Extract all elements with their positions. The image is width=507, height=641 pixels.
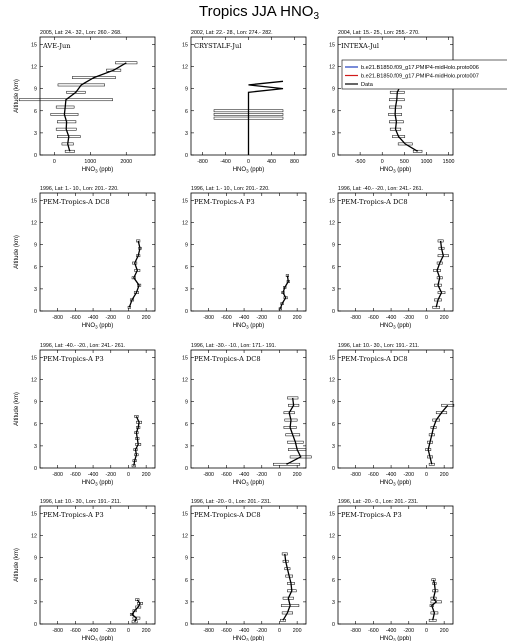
x-tick-label: -600: [368, 315, 379, 321]
x-tick-label: 200: [292, 315, 302, 321]
campaign-label: AVE-Jun: [43, 42, 71, 50]
x-tick-label: 500: [399, 159, 409, 165]
campaign-label: PEM-Tropics-A P3: [341, 511, 402, 519]
x-axis-label: $HNO_3$ (ppb): [232, 167, 265, 174]
panel-11: [182, 499, 306, 641]
x-tick-label: 0: [424, 628, 428, 634]
x-tick-label: 200: [439, 315, 449, 321]
x-tick-label: -800: [197, 159, 208, 165]
data-line: [129, 241, 140, 307]
y-tick-label: 15: [182, 511, 188, 518]
x-tick-label: -200: [105, 315, 117, 321]
x-tick-label: -600: [221, 628, 232, 634]
y-tick-label: 0: [185, 153, 188, 159]
x-tick-label: 1000: [84, 159, 97, 165]
panel-header: 1996, Lat: 10.- 30., Lon: 191.- 211.: [338, 343, 420, 349]
data-line: [64, 63, 126, 152]
y-tick-label: 3: [185, 130, 188, 137]
y-tick-label: 6: [332, 421, 335, 428]
campaign-label: PEM-Tropics-A P3: [43, 355, 104, 363]
y-tick-label: 9: [185, 555, 188, 562]
y-tick-label: 0: [332, 309, 335, 315]
data-line: [132, 600, 140, 622]
y-tick-label: 0: [34, 153, 37, 159]
figure-title: Tropics JJA $HNO_3$: [198, 3, 320, 22]
x-tick-label: -200: [403, 472, 415, 478]
y-tick-label: 6: [332, 577, 335, 584]
panel-2: [182, 30, 306, 174]
y-tick-label: 15: [182, 355, 188, 362]
legend-label: Data: [361, 82, 373, 88]
y-tick-label: 9: [34, 86, 37, 93]
y-axis-label: Altitude (km): [14, 392, 20, 426]
x-tick-label: 0: [52, 159, 56, 165]
y-tick-label: 3: [185, 443, 188, 450]
x-tick-label: -400: [87, 628, 99, 634]
plot-frame: [338, 350, 453, 468]
x-axis-label: $HNO_3$ (ppb): [81, 480, 114, 487]
y-tick-label: 9: [185, 242, 188, 249]
campaign-label: PEM-Tropics-A P3: [194, 198, 255, 206]
y-tick-label: 3: [332, 599, 335, 606]
panel-9: [329, 343, 454, 487]
y-tick-label: 12: [182, 533, 188, 540]
x-tick-label: -400: [238, 628, 250, 634]
panel-5: [182, 186, 306, 330]
data-line: [134, 416, 139, 465]
plot-frame: [40, 506, 155, 624]
y-tick-label: 3: [185, 286, 188, 293]
data-line: [436, 241, 443, 307]
y-tick-label: 9: [332, 555, 335, 562]
x-tick-label: -200: [105, 472, 117, 478]
x-tick-label: -400: [220, 159, 231, 165]
data-line: [395, 85, 418, 151]
x-tick-label: 0: [126, 628, 130, 634]
y-tick-label: 6: [34, 108, 37, 115]
x-tick-label: -800: [203, 315, 214, 321]
y-tick-label: 15: [31, 198, 37, 205]
panel-4: [14, 186, 155, 330]
y-tick-label: 9: [332, 242, 335, 249]
panel-header: 2005, Lat: 24.- 32., Lon: 260.- 268.: [40, 30, 122, 36]
plot-frame: [338, 37, 453, 155]
y-tick-label: 9: [185, 399, 188, 406]
campaign-label: PEM-Tropics-A DC8: [43, 198, 110, 206]
x-tick-label: 0: [126, 472, 130, 478]
x-tick-label: -400: [385, 472, 397, 478]
panel-header: 1996, Lat: -30.- -10., Lon: 171.- 191.: [191, 343, 277, 349]
legend-label: b.e21.B1850.f09_g17.PMIP4-midHolo.proto006: [361, 65, 479, 71]
y-tick-label: 3: [332, 286, 335, 293]
x-tick-label: 0: [424, 315, 428, 321]
x-tick-label: -800: [52, 628, 63, 634]
y-tick-label: 6: [185, 108, 188, 115]
y-axis-label: Altitude (km): [14, 548, 20, 582]
y-tick-label: 0: [332, 466, 335, 472]
x-tick-label: 1500: [442, 159, 455, 165]
x-tick-label: -800: [203, 472, 214, 478]
campaign-label: PEM-Tropics-A DC8: [341, 355, 408, 363]
y-tick-label: 12: [31, 377, 37, 384]
y-tick-label: 12: [182, 64, 188, 71]
panel-header: 1996, Lat: -40.- -20., Lon: 241.- 261.: [338, 186, 424, 192]
x-axis-label: $HNO_3$ (ppb): [379, 323, 412, 330]
x-tick-label: -200: [105, 628, 117, 634]
y-tick-label: 12: [31, 220, 37, 227]
y-tick-label: 6: [332, 264, 335, 271]
y-tick-label: 0: [34, 309, 37, 315]
panel-header: 2004, Lat: 15.- 25., Lon: 255.- 270.: [338, 30, 420, 36]
plot-frame: [40, 193, 155, 311]
y-tick-label: 3: [34, 599, 37, 606]
panel-1: [14, 30, 155, 174]
x-tick-label: -800: [350, 628, 361, 634]
y-tick-label: 15: [329, 511, 335, 518]
x-tick-label: 400: [267, 159, 276, 165]
x-tick-label: -800: [52, 315, 63, 321]
y-tick-label: 12: [182, 377, 188, 384]
y-tick-label: 6: [34, 264, 37, 271]
y-tick-label: 0: [332, 153, 335, 159]
x-tick-label: -400: [238, 472, 250, 478]
error-bar: [413, 150, 422, 152]
y-tick-label: 9: [185, 86, 188, 93]
x-tick-label: 1000: [420, 159, 433, 165]
y-tick-label: 15: [31, 511, 37, 518]
y-tick-label: 3: [185, 599, 188, 606]
data-line: [249, 81, 284, 155]
x-axis-label: $HNO_3$ (ppb): [232, 323, 265, 330]
x-axis-label: $HNO_3$ (ppb): [379, 480, 412, 487]
y-tick-label: 6: [34, 421, 37, 428]
y-tick-label: 12: [31, 533, 37, 540]
panel-8: [182, 343, 311, 487]
plot-frame: [191, 193, 306, 311]
y-tick-label: 9: [34, 555, 37, 562]
y-tick-label: 12: [31, 64, 37, 71]
x-tick-label: -200: [256, 472, 268, 478]
x-tick-label: -800: [52, 472, 63, 478]
y-tick-label: 3: [34, 443, 37, 450]
campaign-label: INTEXA-Jul: [341, 42, 380, 50]
x-axis-label: $HNO_3$ (ppb): [81, 636, 114, 641]
panel-header: 1996, Lat: 10.- 30., Lon: 191.- 211.: [40, 499, 122, 505]
x-tick-label: 0: [247, 159, 250, 165]
y-tick-label: 9: [332, 399, 335, 406]
x-tick-label: 200: [292, 628, 302, 634]
y-tick-label: 3: [34, 130, 37, 137]
y-tick-label: 3: [332, 443, 335, 450]
x-tick-label: -600: [70, 315, 81, 321]
y-tick-label: 15: [329, 198, 335, 205]
plot-frame: [338, 193, 453, 311]
x-tick-label: 200: [141, 315, 151, 321]
y-tick-label: 0: [34, 622, 37, 628]
y-tick-label: 6: [332, 108, 335, 115]
x-tick-label: -600: [70, 472, 81, 478]
x-tick-label: 2000: [120, 159, 133, 165]
y-tick-label: 6: [185, 577, 188, 584]
x-axis-label: $HNO_3$ (ppb): [81, 167, 114, 174]
y-axis-label: Altitude (km): [14, 235, 20, 269]
panel-3: [329, 30, 507, 174]
y-tick-label: 9: [34, 242, 37, 249]
x-tick-label: -400: [87, 472, 99, 478]
x-tick-label: 200: [292, 472, 302, 478]
y-tick-label: 15: [329, 42, 335, 49]
x-axis-label: $HNO_3$ (ppb): [81, 323, 114, 330]
x-tick-label: 0: [126, 315, 130, 321]
x-tick-label: -500: [354, 159, 366, 165]
y-tick-label: 6: [34, 577, 37, 584]
x-axis-label: $HNO_3$ (ppb): [232, 636, 265, 641]
panel-7: [14, 343, 155, 487]
y-tick-label: 12: [329, 533, 335, 540]
y-tick-label: 6: [185, 421, 188, 428]
x-tick-label: 0: [380, 159, 384, 165]
panel-header: 2002, Lat: 22.- 28., Lon: 274.- 282.: [191, 30, 273, 36]
y-axis-label: Altitude (km): [14, 79, 20, 113]
plot-frame: [191, 506, 306, 624]
plot-frame: [191, 350, 306, 468]
x-tick-label: 200: [439, 472, 449, 478]
y-tick-label: 12: [182, 220, 188, 227]
y-tick-label: 3: [332, 130, 335, 137]
x-tick-label: 200: [439, 628, 449, 634]
y-tick-label: 0: [34, 466, 37, 472]
y-tick-label: 15: [329, 355, 335, 362]
campaign-label: PEM-Tropics-A P3: [43, 511, 104, 519]
x-tick-label: -400: [385, 315, 397, 321]
data-line: [287, 398, 301, 464]
campaign-label: PEM-Tropics-A DC8: [194, 511, 261, 519]
y-tick-label: 9: [332, 86, 335, 93]
legend-label: b.e21.B1850.f09_g17.PMIP4-midHolo.proto007: [361, 73, 479, 80]
y-tick-label: 3: [34, 286, 37, 293]
y-tick-label: 9: [34, 399, 37, 406]
legend: [342, 60, 507, 89]
x-axis-label: $HNO_3$ (ppb): [232, 480, 265, 487]
panel-12: [329, 499, 453, 641]
x-tick-label: -200: [256, 628, 268, 634]
y-tick-label: 15: [182, 42, 188, 49]
plot-frame: [338, 506, 453, 624]
x-tick-label: -600: [221, 472, 232, 478]
campaign-label: CRYSTALF-Jul: [194, 42, 242, 50]
x-tick-label: 0: [424, 472, 428, 478]
y-tick-label: 12: [329, 377, 335, 384]
panel-10: [14, 499, 155, 641]
panel-header: 1996, Lat: 1.- 10., Lon: 201.- 220.: [40, 186, 119, 192]
x-tick-label: -200: [256, 315, 268, 321]
y-tick-label: 15: [182, 198, 188, 205]
campaign-label: PEM-Tropics-A DC8: [194, 355, 261, 363]
x-axis-label: $HNO_3$ (ppb): [379, 636, 412, 641]
panel-grid: [14, 30, 507, 641]
plot-frame: [40, 350, 155, 468]
x-tick-label: -400: [238, 315, 250, 321]
y-tick-label: 0: [332, 622, 335, 628]
x-tick-label: -800: [350, 315, 361, 321]
x-tick-label: -200: [403, 628, 415, 634]
x-tick-label: -600: [221, 315, 232, 321]
y-tick-label: 15: [31, 42, 37, 49]
panel-6: [329, 186, 453, 330]
y-tick-label: 0: [185, 309, 188, 315]
panel-header: 1996, Lat: -20.- 0., Lon: 201.- 231.: [191, 499, 272, 505]
data-line: [428, 405, 448, 464]
x-tick-label: 0: [277, 315, 281, 321]
y-tick-label: 12: [329, 220, 335, 227]
y-tick-label: 0: [185, 622, 188, 628]
x-tick-label: -800: [350, 472, 361, 478]
y-tick-label: 15: [31, 355, 37, 362]
data-line: [283, 554, 292, 620]
panel-header: 1996, Lat: -40.- -20., Lon: 241.- 261.: [40, 343, 126, 349]
x-tick-label: -600: [368, 472, 379, 478]
x-tick-label: -600: [368, 628, 379, 634]
x-tick-label: -800: [203, 628, 214, 634]
x-tick-label: -200: [403, 315, 415, 321]
x-tick-label: 200: [141, 472, 151, 478]
x-tick-label: -600: [70, 628, 81, 634]
panel-header: 1996, Lat: -20.- 0., Lon: 201.- 231.: [338, 499, 419, 505]
x-tick-label: 0: [277, 472, 281, 478]
x-tick-label: -400: [87, 315, 99, 321]
x-tick-label: 200: [141, 628, 151, 634]
y-tick-label: 12: [329, 64, 335, 71]
x-tick-label: -400: [385, 628, 397, 634]
x-axis-label: $HNO_3$ (ppb): [379, 167, 412, 174]
campaign-label: PEM-Tropics-A DC8: [341, 198, 408, 206]
panel-header: 1996, Lat: 1.- 10., Lon: 201.- 220.: [191, 186, 270, 192]
x-tick-label: 800: [290, 159, 299, 165]
y-tick-label: 6: [185, 264, 188, 271]
x-tick-label: 0: [277, 628, 281, 634]
y-tick-label: 0: [185, 466, 188, 472]
